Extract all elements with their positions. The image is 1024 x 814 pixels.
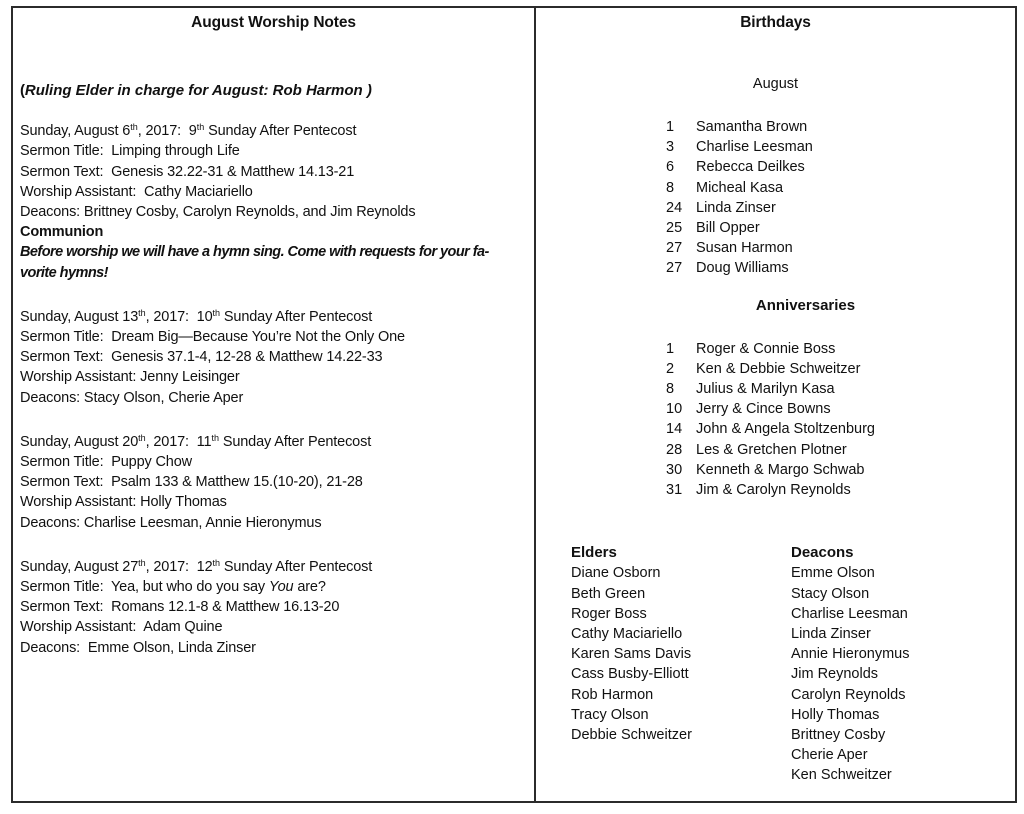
person-name: Jerry & Cince Bowns — [696, 401, 831, 418]
officer-name: Stacy Olson — [791, 585, 870, 602]
day-number: 8 — [666, 381, 675, 398]
birthdays-title: Birthdays — [740, 14, 811, 31]
person-name: Susan Harmon — [696, 240, 793, 257]
service-blocks — [20, 117, 527, 658]
person-name: Linda Zinser — [696, 199, 776, 216]
worship-notes-panel — [13, 8, 536, 801]
newsletter-page — [11, 6, 1017, 803]
officer-name: Emme Olson — [791, 565, 875, 582]
officer-name: Diane Osborn — [571, 565, 661, 582]
text-segment: Worship Assistant: Holly Thomas — [20, 494, 227, 511]
text-segment: Sermon Title: Limping through Life — [20, 143, 240, 160]
text-segment: Sunday, August 13 — [20, 308, 139, 325]
birthday-row — [542, 198, 1009, 218]
text-segment: Sermon Text: Psalm 133 & Matthew 15.(10-20), 21-28 — [20, 474, 363, 491]
elders-column — [571, 543, 791, 785]
birthday-row — [542, 178, 1009, 198]
text-segment: Ruling Elder in charge for August: Rob Harmon ) — [24, 82, 372, 99]
anniversary-row — [542, 440, 1009, 460]
day-number: 30 — [666, 461, 683, 478]
text-line — [20, 428, 527, 452]
text-segment: Deacons: Brittney Cosby, Carolyn Reynolds, and Jim Reynolds — [20, 204, 416, 221]
text-segment: , 2017: 11 — [145, 433, 212, 450]
text-line — [20, 553, 527, 577]
officer-name: Beth Green — [571, 585, 646, 602]
birthday-row — [542, 238, 1009, 258]
birthday-list — [542, 117, 1009, 279]
text-segment: , 2017: 12 — [145, 558, 213, 575]
service-block — [20, 303, 527, 408]
text-segment: ( — [20, 82, 25, 99]
text-segment: Sunday After Pentecost — [204, 123, 357, 140]
service-block — [20, 117, 527, 283]
text-segment: Sermon Text: Genesis 32.22-31 & Matthew 14.13-21 — [20, 163, 355, 180]
birthday-row — [542, 258, 1009, 278]
day-number: 10 — [666, 401, 683, 418]
text-line — [20, 117, 527, 141]
day-number: 14 — [666, 421, 683, 438]
officer-name: Cathy Maciariello — [571, 626, 683, 643]
deacons-column — [791, 543, 1009, 785]
text-line — [20, 617, 527, 637]
text-line — [20, 347, 527, 367]
person-name: Doug Williams — [696, 260, 789, 277]
person-name: Rebecca Deilkes — [696, 159, 805, 176]
text-segment: Sunday After Pentecost — [218, 433, 372, 450]
superscript: th — [211, 432, 219, 443]
text-segment: Sunday, August 20 — [20, 433, 139, 450]
birthday-row — [542, 117, 1009, 137]
person-name: Jim & Carolyn Reynolds — [696, 482, 851, 499]
anniversaries-title: Anniversaries — [755, 296, 856, 314]
superscript: th — [138, 557, 146, 568]
officer-name: Ken Schweitzer — [791, 767, 892, 784]
text-segment: Worship Assistant: Adam Quine — [20, 619, 223, 636]
officer-name: Tracy Olson — [571, 706, 649, 723]
service-block — [20, 553, 527, 658]
day-number: 27 — [666, 240, 683, 257]
superscript: th — [212, 557, 221, 568]
text-segment: Sunday, August 6 — [20, 123, 131, 140]
text-segment: Deacons: Stacy Olson, Cherie Aper — [20, 389, 244, 406]
anniversary-row — [542, 359, 1009, 379]
birthday-row — [542, 157, 1009, 177]
officer-name: Karen Sams Davis — [571, 646, 692, 663]
text-line — [20, 182, 527, 202]
text-segment: Sunday After Pentecost — [220, 558, 373, 575]
text-segment: Sermon Text: Romans 12.1-8 & Matthew 16.13-20 — [20, 599, 340, 616]
text-line — [20, 597, 527, 617]
person-name: Les & Gretchen Plotner — [696, 441, 847, 458]
text-segment: Sunday After Pentecost — [220, 308, 373, 325]
anniversary-list — [542, 339, 1009, 501]
worship-notes-title: August Worship Notes — [191, 14, 356, 31]
person-name: Micheal Kasa — [696, 179, 784, 196]
birthday-row — [542, 137, 1009, 157]
person-name: Charlise Leesman — [696, 139, 813, 156]
officers-section — [571, 543, 1009, 785]
day-number: 3 — [666, 139, 675, 156]
officer-name: Debbie Schweitzer — [571, 727, 692, 744]
text-segment: , 2017: 10 — [145, 308, 213, 325]
day-number: 1 — [666, 119, 675, 135]
superscript: th — [212, 307, 221, 318]
text-segment: vorite hymns! — [20, 264, 108, 281]
person-name: John & Angela Stoltzenburg — [696, 421, 875, 438]
officer-name: Cherie Aper — [791, 747, 868, 764]
officer-name: Rob Harmon — [571, 686, 654, 703]
text-line — [20, 638, 527, 658]
deacons-list — [791, 563, 1009, 785]
text-line — [20, 513, 527, 533]
text-segment: Sermon Title: Yea, but who do you say — [20, 579, 269, 596]
birthdays-panel — [536, 8, 1015, 801]
elders-list — [571, 563, 791, 745]
officer-name: Linda Zinser — [791, 626, 871, 643]
anniversary-row — [542, 379, 1009, 399]
text-segment: Sunday, August 27 — [20, 558, 139, 575]
day-number: 24 — [666, 199, 683, 216]
ruling-elder-note — [20, 81, 527, 101]
day-number: 25 — [666, 220, 683, 237]
day-number: 31 — [666, 482, 683, 499]
officer-name: Cass Busby-Elliott — [571, 666, 689, 683]
text-line — [20, 472, 527, 492]
text-line — [20, 452, 527, 472]
person-name: Samantha Brown — [696, 119, 808, 135]
superscript: th — [138, 432, 146, 443]
anniversary-row — [542, 419, 1009, 439]
text-line — [20, 162, 527, 182]
service-block — [20, 428, 527, 533]
superscript: th — [130, 122, 138, 133]
day-number: 1 — [666, 340, 675, 357]
text-line — [20, 367, 527, 387]
text-line — [20, 577, 527, 597]
person-name: Roger & Connie Boss — [696, 340, 836, 357]
text-segment: Deacons: Emme Olson, Linda Zinser — [20, 639, 256, 656]
day-number: 28 — [666, 441, 683, 458]
text-line — [20, 263, 527, 283]
text-line — [20, 242, 527, 262]
day-number: 6 — [666, 159, 675, 176]
text-line — [20, 202, 527, 222]
officer-name: Roger Boss — [571, 605, 647, 622]
deacons-header: Deacons — [791, 544, 854, 562]
text-line — [20, 141, 527, 161]
text-segment: are? — [293, 579, 326, 596]
officer-name: Brittney Cosby — [791, 727, 886, 744]
person-name: Ken & Debbie Schweitzer — [696, 360, 861, 377]
text-line — [20, 303, 527, 327]
anniversary-row — [542, 460, 1009, 480]
day-number: 2 — [666, 360, 675, 377]
officer-name: Charlise Leesman — [791, 605, 908, 622]
text-segment: Deacons: Charlise Leesman, Annie Hieronymus — [20, 514, 322, 531]
person-name: Kenneth & Margo Schwab — [696, 461, 865, 478]
anniversary-row — [542, 399, 1009, 419]
superscript: th — [196, 122, 205, 133]
officer-name: Carolyn Reynolds — [791, 686, 906, 703]
person-name: Julius & Marilyn Kasa — [696, 381, 835, 398]
day-number: 8 — [666, 179, 675, 196]
person-name: Bill Opper — [696, 220, 760, 237]
text-line — [20, 222, 527, 242]
birthday-row — [542, 218, 1009, 238]
text-segment: Sermon Title: Puppy Chow — [20, 454, 192, 471]
elders-header: Elders — [571, 544, 617, 562]
text-segment: Worship Assistant: Cathy Maciariello — [20, 183, 253, 200]
officer-name: Holly Thomas — [791, 706, 880, 723]
birthdays-month-label: August — [752, 76, 799, 92]
text-segment: Before worship we will have a hymn sing. Come with requests for your fa- — [20, 244, 489, 261]
text-segment: Sermon Text: Genesis 37.1-4, 12-28 & Matthew 14.22-33 — [20, 349, 383, 366]
text-segment: You — [268, 579, 294, 596]
text-line — [20, 492, 527, 512]
day-number: 27 — [666, 260, 683, 277]
anniversary-row — [542, 480, 1009, 500]
officer-name: Jim Reynolds — [791, 666, 879, 683]
text-line — [20, 327, 527, 347]
officer-name: Annie Hieronymus — [791, 646, 910, 663]
text-segment: Sermon Title: Dream Big—Because You’re Not the Only One — [20, 329, 405, 346]
text-segment: Communion — [20, 224, 104, 241]
anniversary-row — [542, 339, 1009, 359]
text-segment: , 2017: 9 — [137, 123, 197, 140]
text-line — [20, 388, 527, 408]
superscript: th — [138, 307, 146, 318]
text-segment: Worship Assistant: Jenny Leisinger — [20, 369, 240, 386]
